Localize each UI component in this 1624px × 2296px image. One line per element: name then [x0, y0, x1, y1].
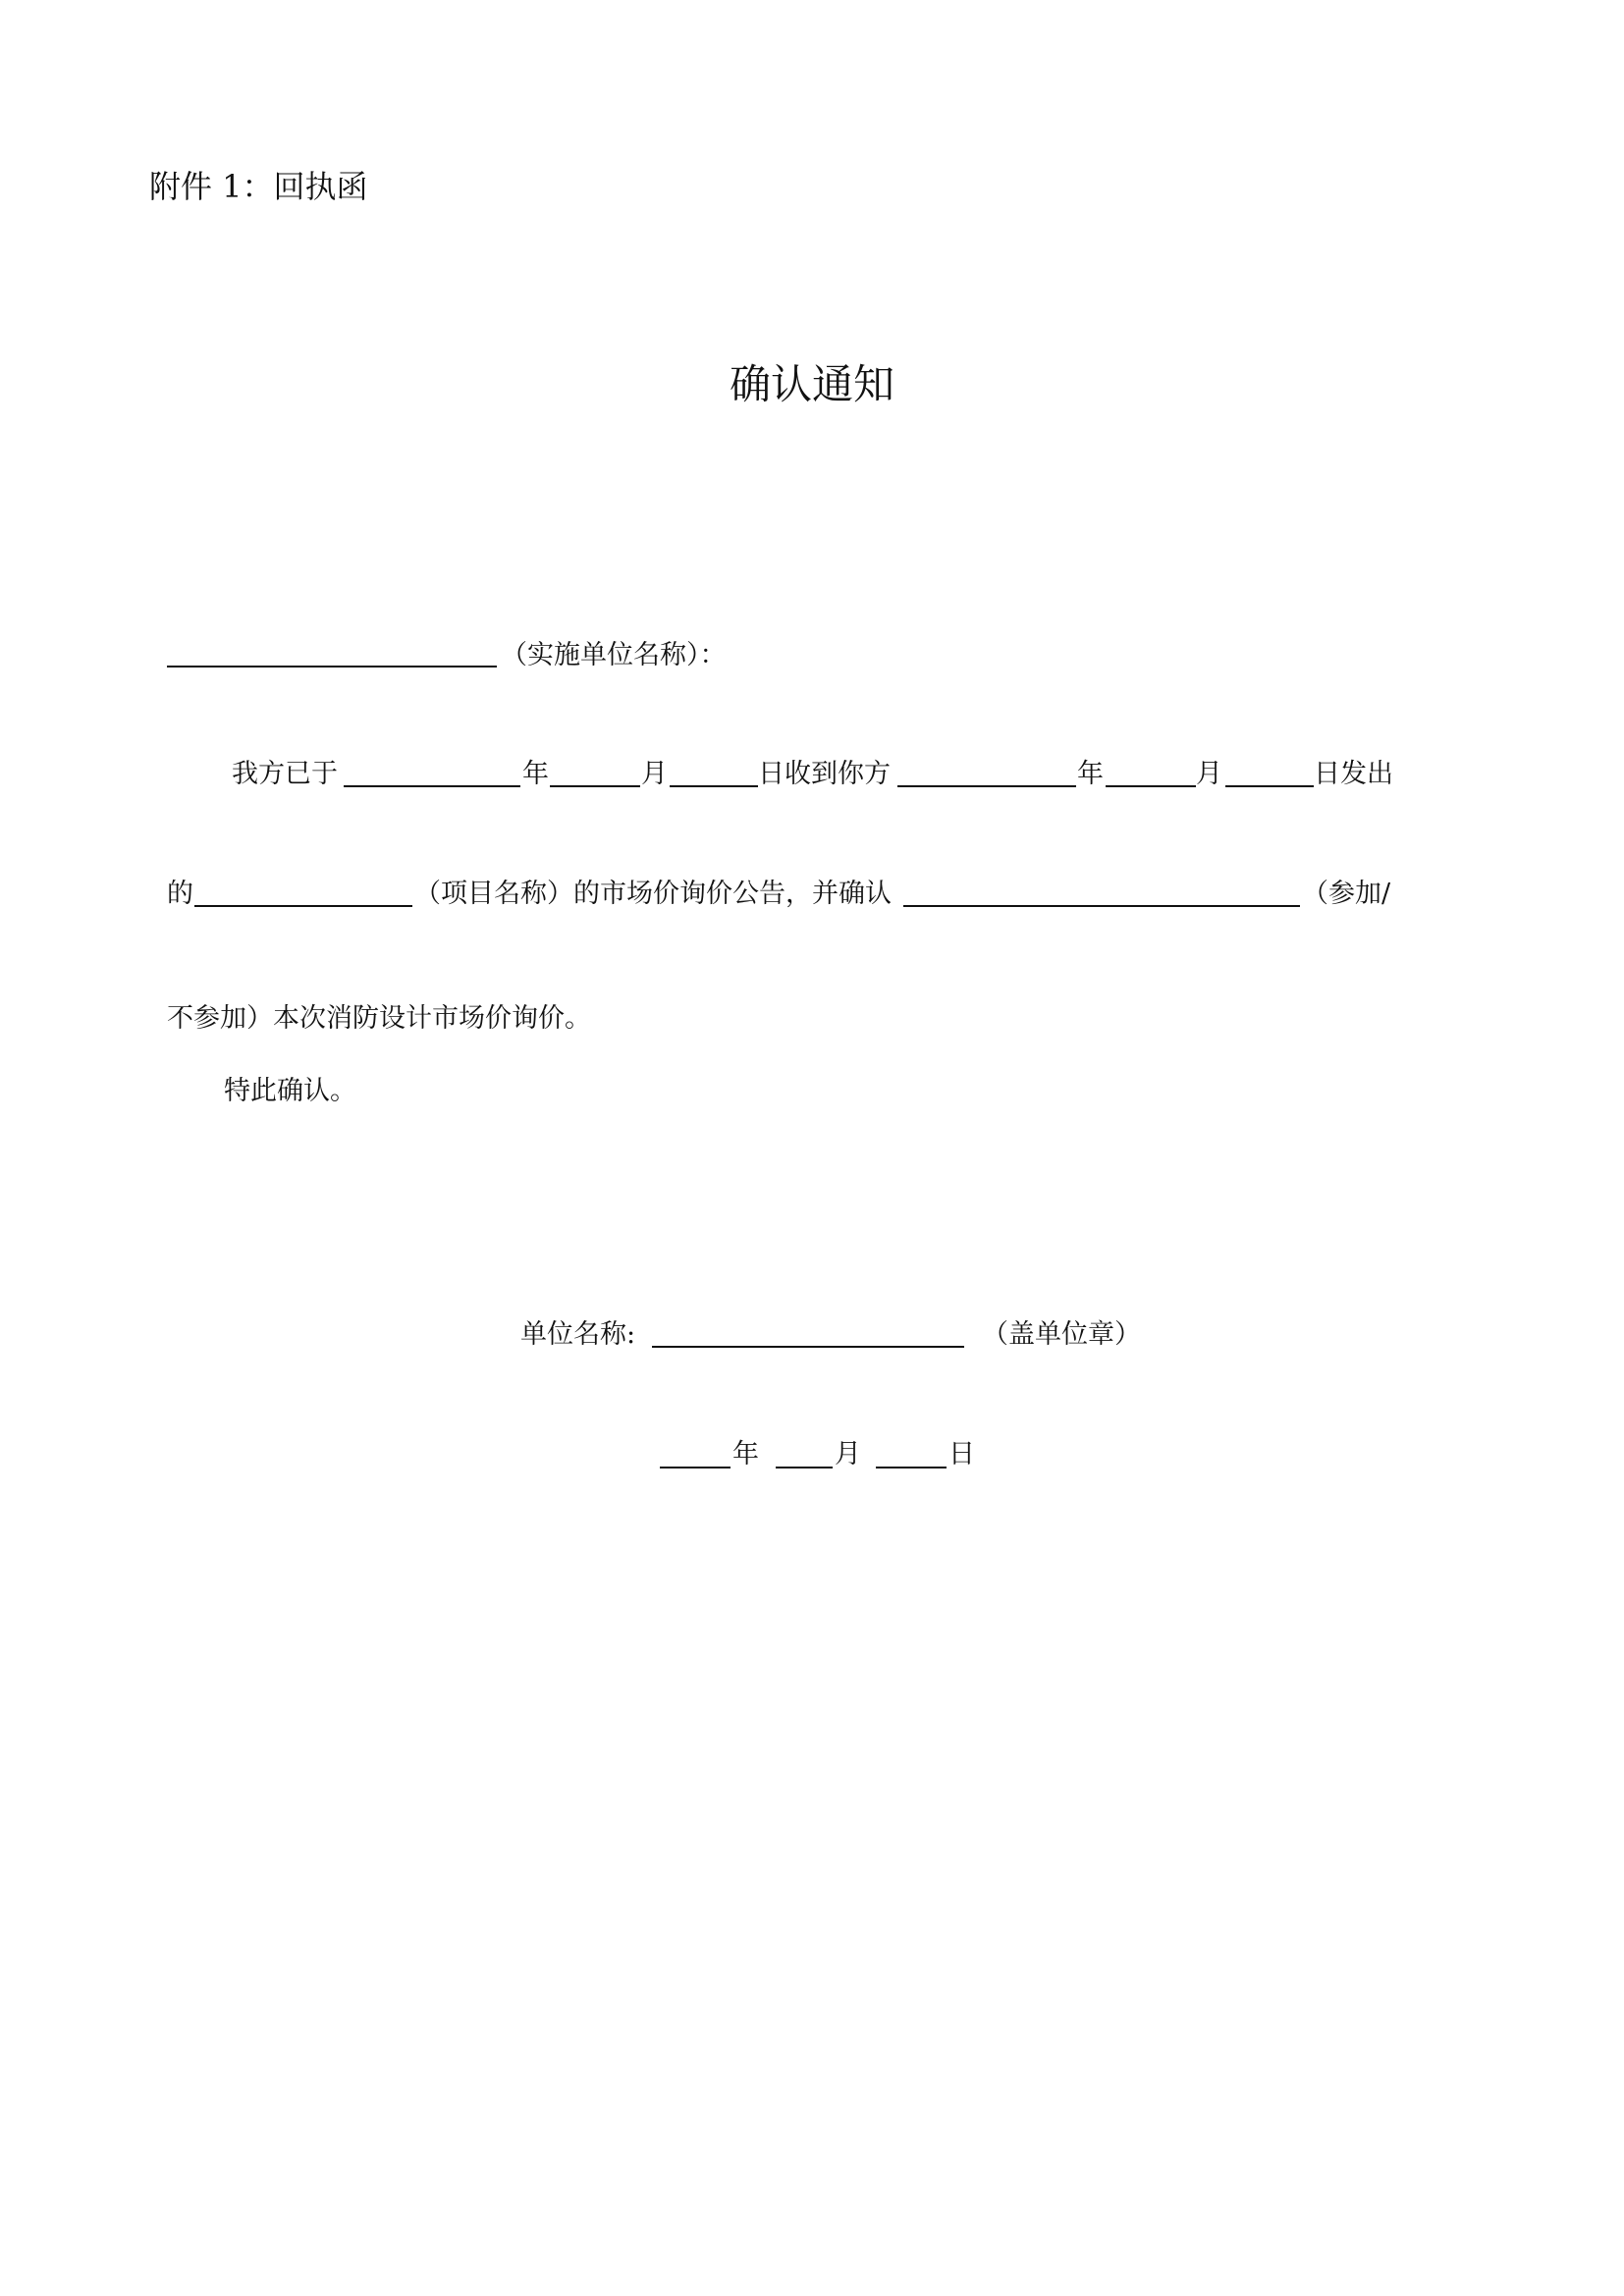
unit-name-blank [167, 666, 497, 667]
line1-year: 年 [522, 759, 549, 789]
sent-month-blank [1106, 785, 1196, 787]
sent-day-blank [1225, 785, 1314, 787]
received-year-blank [344, 785, 520, 787]
project-note: （项目名称）的市场价询价公告，并确认 [414, 879, 892, 909]
date-year: 年 [732, 1439, 759, 1469]
line1-day-received: 日收到你方 [758, 759, 891, 789]
attachment-label: 附件 1：回执函 [149, 168, 368, 205]
addressee-suffix: （实施单位名称）： [501, 640, 727, 670]
date-day-blank [876, 1467, 947, 1468]
closing-text: 特此确认。 [224, 1076, 356, 1106]
unit-name-label: 单位名称: [520, 1319, 636, 1350]
date-day: 日 [948, 1439, 975, 1469]
line1-month: 月 [641, 759, 668, 789]
project-name-blank [194, 905, 412, 907]
line2-lead: 的 [167, 879, 193, 909]
participate-note: （参加/ [1302, 879, 1391, 909]
date-month: 月 [835, 1439, 861, 1469]
line1-day-sent: 日发出 [1314, 759, 1393, 789]
sent-year-blank [897, 785, 1076, 787]
document-title: 确认通知 [729, 360, 894, 408]
received-day-blank [670, 785, 758, 787]
received-month-blank [550, 785, 640, 787]
date-month-blank [776, 1467, 833, 1468]
seal-note: （盖单位章） [982, 1319, 1141, 1350]
line1-month2: 月 [1196, 759, 1222, 789]
participate-blank [903, 905, 1300, 907]
signature-unit-blank [652, 1346, 964, 1348]
line1-year2: 年 [1077, 759, 1104, 789]
date-year-blank [660, 1467, 731, 1468]
line1-lead: 我方已于 [232, 759, 338, 789]
line3: 不参加）本次消防设计市场价询价。 [167, 1003, 591, 1034]
